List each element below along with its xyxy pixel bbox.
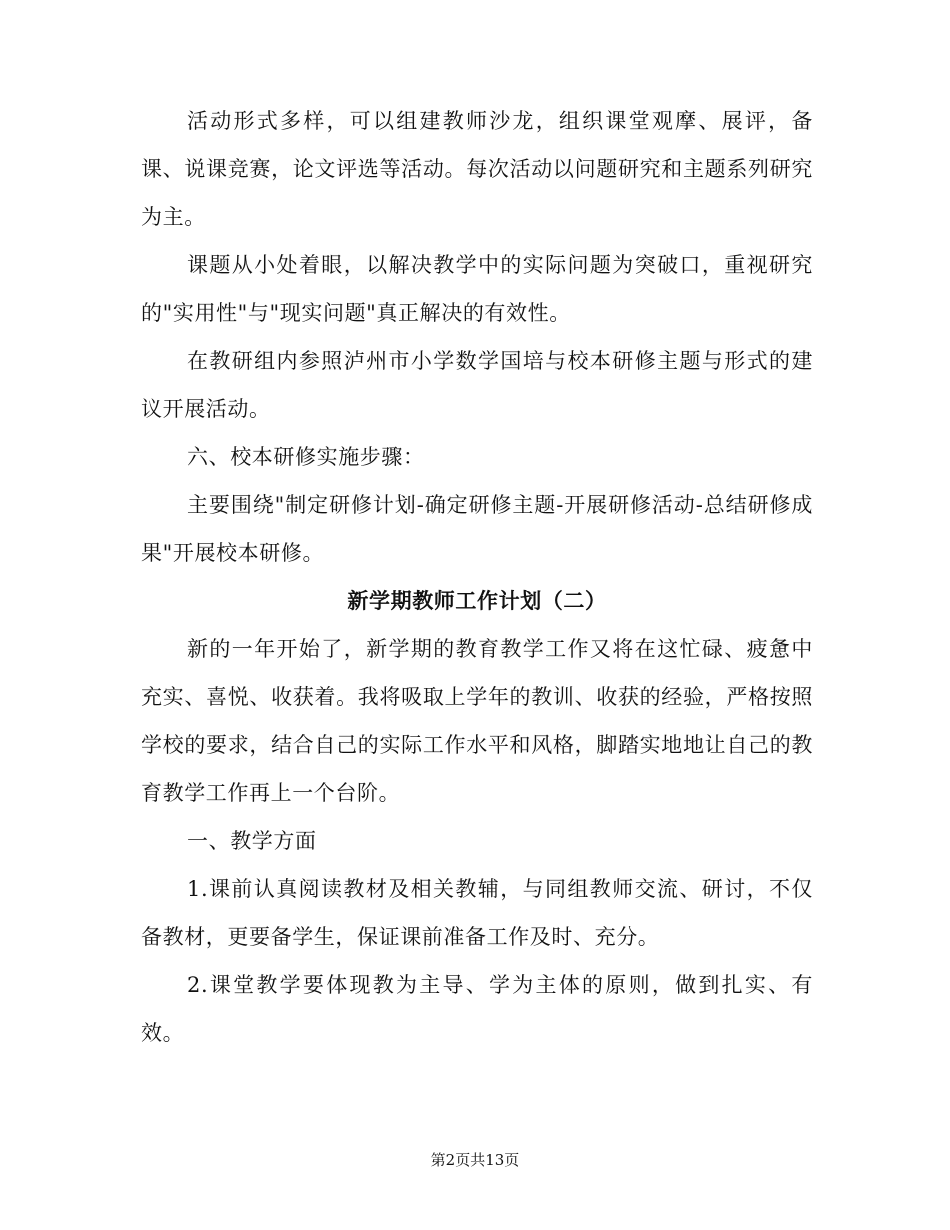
paragraph-new-year-intro: 新的一年开始了，新学期的教育教学工作又将在这忙碌、疲惫中充实、喜悦、收获着。我将吸取上学年的教训、收获的经验，严格按照学校的要求，结合自己的实际工作水平和风格，脚踏实地地让自己的教育教学工作再上一个台阶。 (141, 637, 813, 805)
paragraph-teaching-heading: 一、教学方面 (187, 829, 317, 853)
paragraph-activity-forms: 活动形式多样，可以组建教师沙龙，组织课堂观摩、展评，备课、说课竞赛，论文评选等活动。每次活动以问题研究和主题系列研究为主。 (141, 109, 813, 229)
paragraph-lesson-preparation: 1.课前认真阅读教材及相关教辅，与同组教师交流、研讨，不仅备教材，更要备学生，保证课前准备工作及时、充分。 (141, 877, 813, 949)
paragraph-section-six-heading: 六、校本研修实施步骤： (187, 445, 425, 469)
paragraph-implementation-steps: 主要围绕"制定研修计划-确定研修主题-开展研修活动-总结研修成果"开展校本研修。 (141, 493, 813, 565)
page-number: 第2页共13页 (430, 1151, 520, 1169)
paragraph-research-topics: 课题从小处着眼，以解决教学中的实际问题为突破口，重视研究的"实用性"与"现实问题"真正解决的有效性。 (141, 253, 813, 325)
paragraph-classroom-teaching: 2.课堂教学要体现教为主导、学为主体的原则，做到扎实、有效。 (141, 973, 813, 1045)
paragraph-research-group: 在教研组内参照泸州市小学数学国培与校本研修主题与形式的建议开展活动。 (141, 349, 813, 421)
document-body (141, 97, 813, 1057)
section-title: 新学期教师工作计划（二） (347, 588, 607, 613)
